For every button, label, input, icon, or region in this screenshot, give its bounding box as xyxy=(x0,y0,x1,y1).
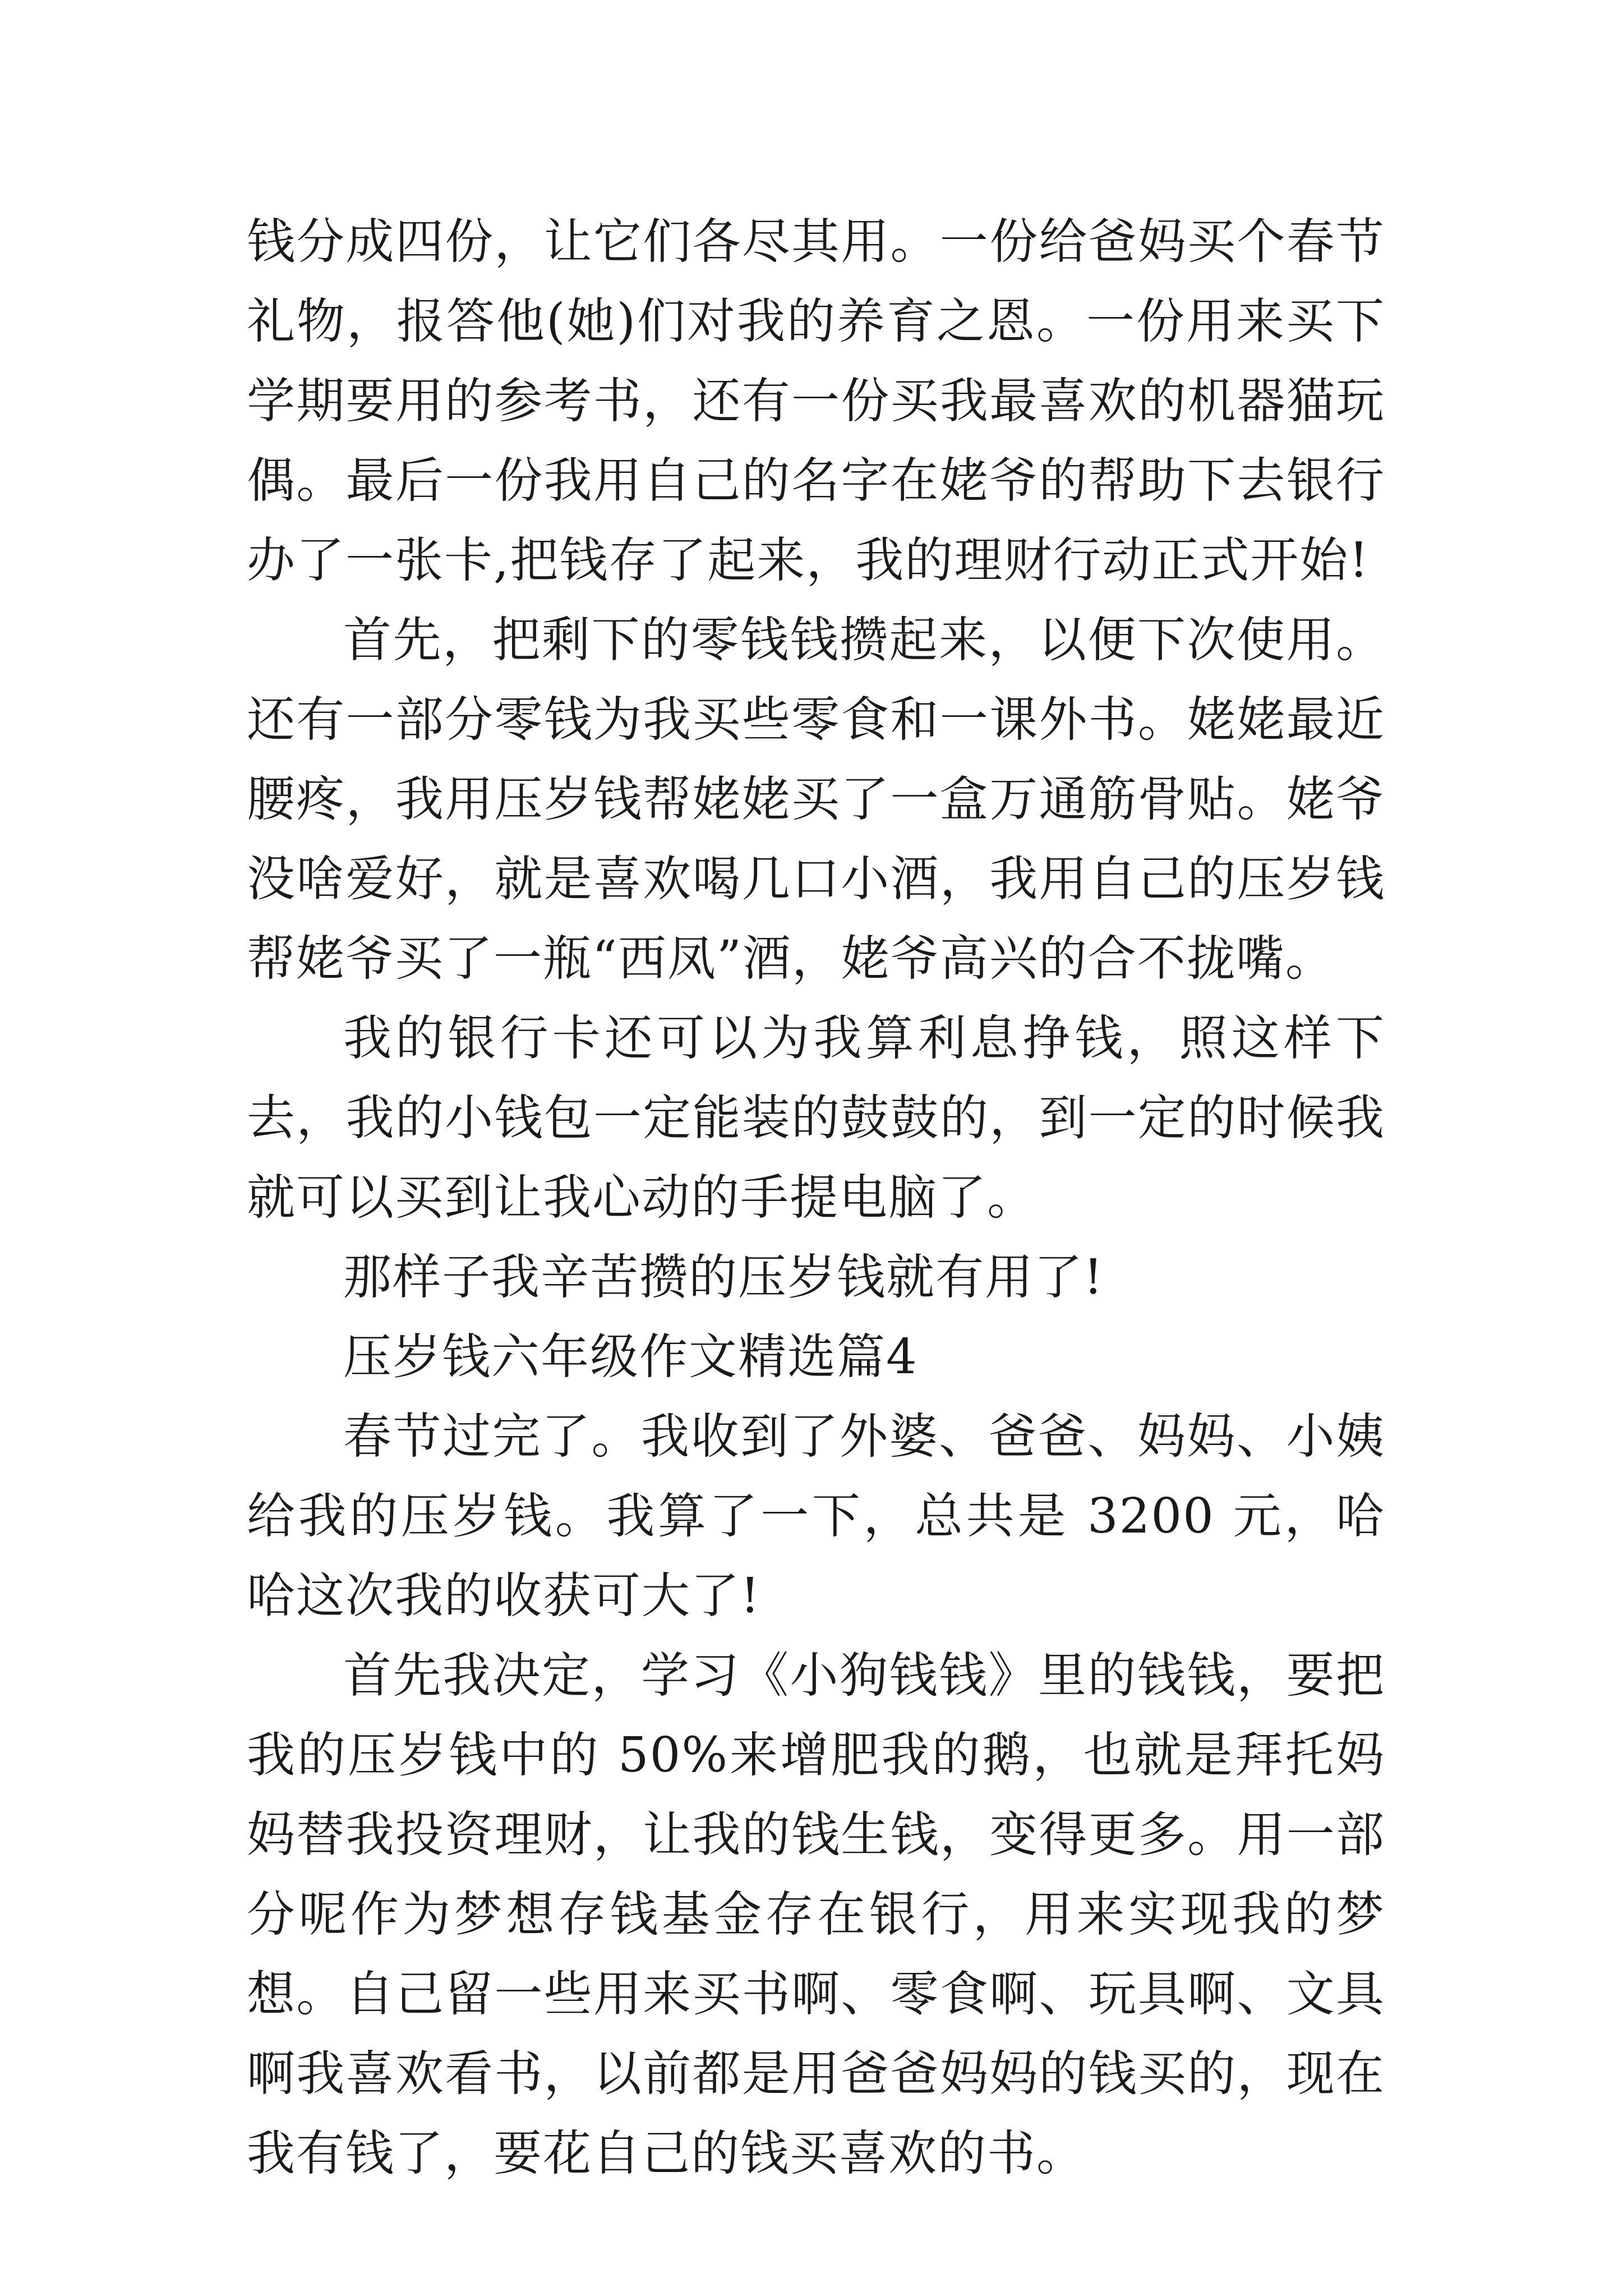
paragraph: 首先，把剩下的零钱钱攒起来，以便下次使用。还有一部分零钱为我买些零食和一课外书。姥姥最近腰疼，我用压岁钱帮姥姥买了一盒万通筋骨贴。姥爷没啥爱好，就是喜欢喝几口小酒，我用自己的压岁钱帮姥爷买了一瓶“西凤”酒，姥爷高兴的合不拢嘴。 xyxy=(247,612,1385,987)
document-body xyxy=(247,202,1385,2193)
section-heading: 压岁钱六年级作文精选篇4 xyxy=(343,1329,918,1385)
paragraph: 首先我决定，学习《小狗钱钱》里的钱钱，要把我的压岁钱中的 50%来增肥我的鹅，也就是拜托妈妈替我投资理财，让我的钱生钱，变得更多。用一部分呢作为梦想存钱基金存在银行，用来实现我的梦想。自己留一些用来买书啊、零食啊、玩具啊、文具啊我喜欢看书，以前都是用爸爸妈妈的钱买的，现在我有钱了，要花自己的钱买喜欢的书。 xyxy=(247,1648,1385,2182)
paragraph: 我的银行卡还可以为我算利息挣钱，照这样下去，我的小钱包一定能装的鼓鼓的，到一定的时候我就可以买到让我心动的手提电脑了。 xyxy=(247,1010,1385,1226)
paragraph: 那样子我辛苦攒的压岁钱就有用了! xyxy=(343,1249,1104,1305)
paragraph: 春节过完了。我收到了外婆、爸爸、妈妈、小姨给我的压岁钱。我算了一下，总共是 3200 元，哈哈这次我的收获可大了! xyxy=(247,1409,1385,1624)
paragraph: 钱分成四份，让它们各尽其用。一份给爸妈买个春节礼物，报答他(她)们对我的养育之恩。一份用来买下学期要用的参考书，还有一份买我最喜欢的机器猫玩偶。最后一份我用自己的名字在姥爷的帮助下去银行办了一张卡,把钱存了起来，我的理财行动正式开始! xyxy=(247,214,1385,588)
